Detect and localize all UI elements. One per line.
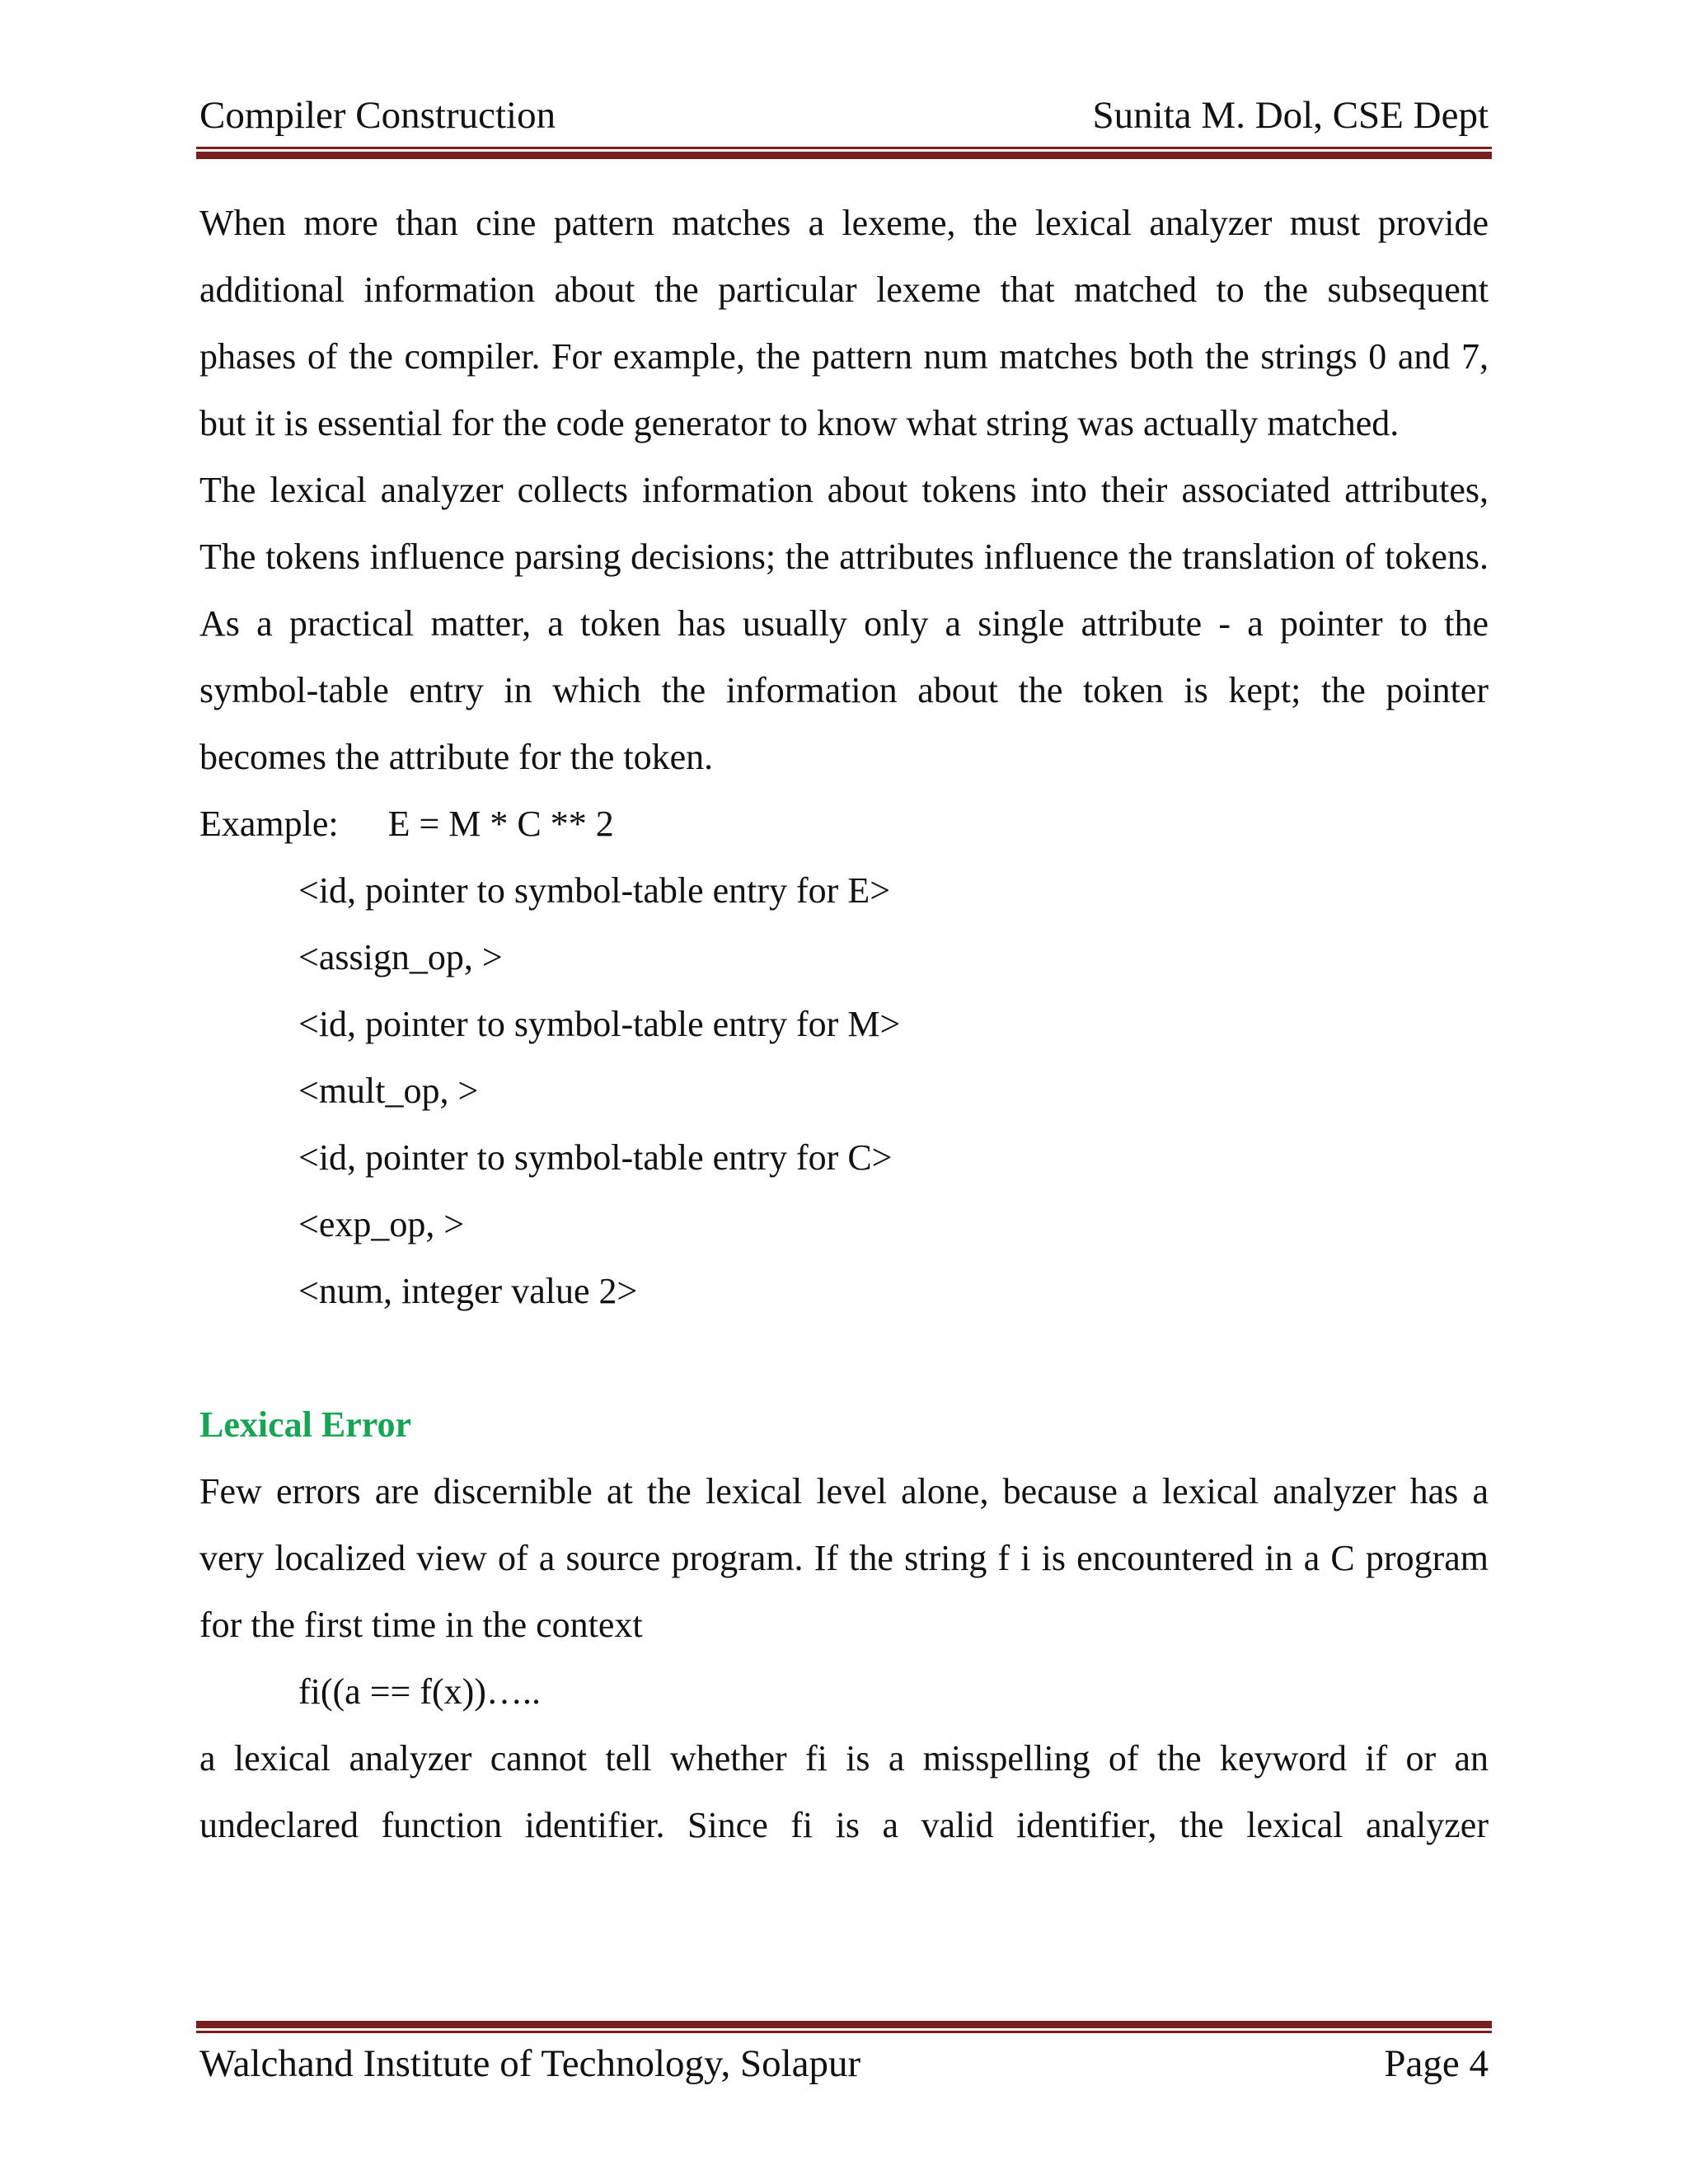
token-item: <id, pointer to symbol-table entry for M> (298, 1004, 901, 1044)
footer-rule (196, 2021, 1492, 2033)
token-item: <num, integer value 2> (298, 1271, 638, 1311)
token-item: <id, pointer to symbol-table entry for E> (298, 870, 891, 911)
footer-institute: Walchand Institute of Technology, Solapur (199, 2042, 861, 2085)
header-rule (196, 147, 1492, 159)
example-expression: E = M * C ** 2 (387, 804, 614, 844)
paragraph-fi-ambiguity: a lexical analyzer cannot tell whether fi is a misspelling of the keyword if or an undeclared function identifier. Since fi is a valid identifier, the lexical analyzer (199, 1738, 1489, 1845)
example-label: Example: (199, 804, 339, 844)
page-number: Page 4 (1384, 2042, 1489, 2085)
paragraph-lexeme-info: When more than cine pattern matches a lexeme, the lexical analyzer must provide additional information about the particular lexeme that matched to the subsequent phases of the compiler. For example, the pattern num matches both the strings 0 and 7, but it is essential for the code generator to know what string was actually matched. (199, 203, 1489, 443)
page-body (199, 190, 1489, 1858)
token-item: <mult_op, > (298, 1071, 479, 1111)
header-course-title: Compiler Construction (199, 94, 556, 137)
token-list (199, 857, 1489, 1324)
token-item: <exp_op, > (298, 1204, 465, 1244)
code-example: fi((a == f(x))….. (298, 1671, 541, 1712)
paragraph-token-attributes: The lexical analyzer collects information about tokens into their associated attributes, The tokens influence parsing decisions; the attributes influence the translation of tokens. As a practical matter, a token has usually only a single attribute - a pointer to the symbol-table entry in which the information about the token is kept; the pointer becomes the attribute for the token. (199, 470, 1489, 777)
token-item: <id, pointer to symbol-table entry for C> (298, 1137, 893, 1178)
section-spacer (199, 1324, 1489, 1391)
token-item: <assign_op, > (298, 937, 503, 977)
example-line (199, 790, 1489, 857)
header-author: Sunita M. Dol, CSE Dept (1092, 94, 1489, 137)
section-heading-lexical-error: Lexical Error (199, 1404, 411, 1445)
paragraph-lexical-errors: Few errors are discernible at the lexical level alone, because a lexical analyzer has a very localized view of a source program. If the string f i is encountered in a C program for the first time in the context (199, 1471, 1489, 1645)
